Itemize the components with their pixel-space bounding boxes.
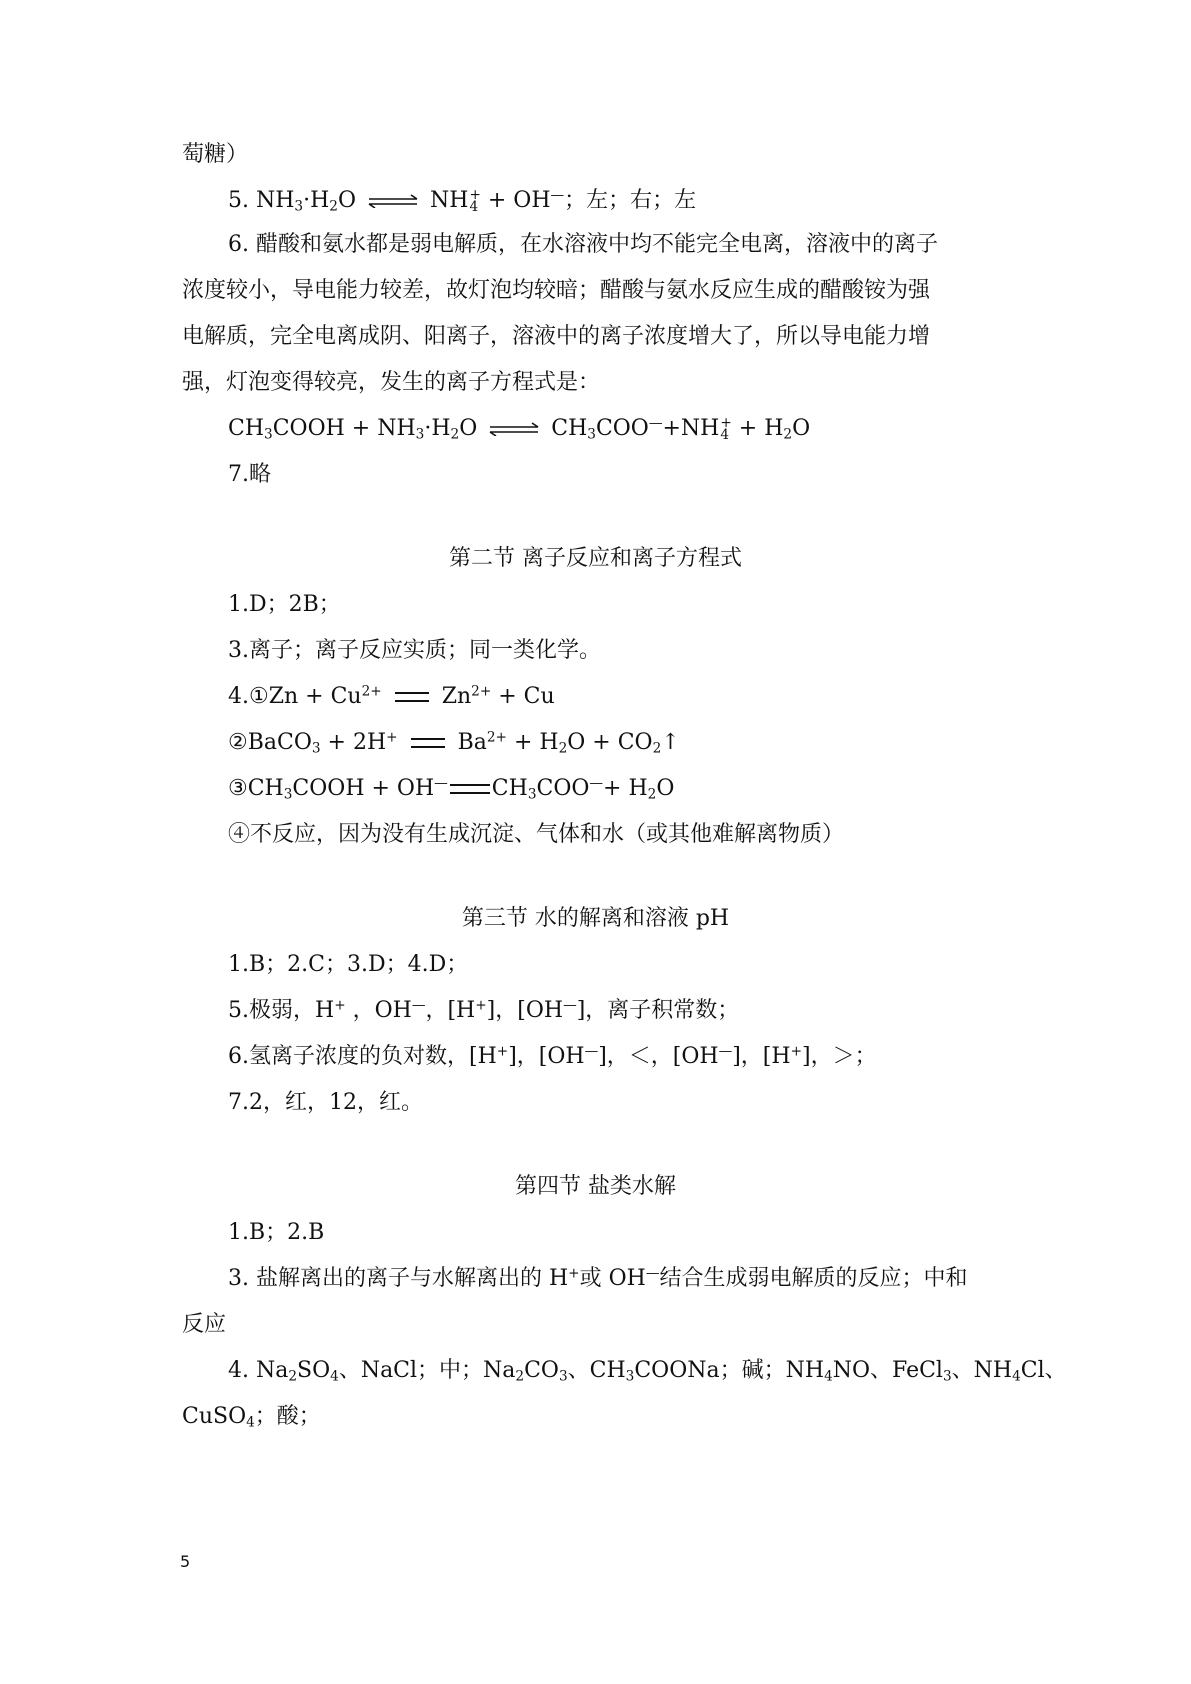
- section-heading: 第二节 离子反应和离子方程式: [449, 546, 742, 571]
- text-line: 6.氢离子浓度的负对数，[H+]，[OH—]，＜，[OH—]，[H+]，＞；: [228, 1043, 877, 1069]
- text-line: 1.B；2.C；3.D；4.D；: [228, 952, 469, 977]
- text-line: 反应: [182, 1312, 227, 1337]
- equation-line: 4.①Zn + $Cu^{2+}$ $Zn^{2+} + Cu$: [228, 683, 555, 709]
- equilibrium-arrow-icon: [488, 422, 540, 436]
- text-line: 萄糖）: [182, 142, 249, 167]
- section-heading: 第三节 水的解离和溶液 pH: [461, 906, 730, 931]
- text-line: 7.略: [228, 462, 271, 487]
- equilibrium-arrow-icon: [367, 194, 419, 208]
- text-line: CuSO$_4$；酸；: [182, 1404, 321, 1431]
- page-number: 5: [180, 1552, 191, 1571]
- text-line: 6. 醋酸和氨水都是弱电解质，在水溶液中均不能完全电离，溶液中的离子: [228, 232, 938, 257]
- section-heading: 第四节 盐类水解: [515, 1174, 676, 1199]
- equals-sign-icon: [395, 692, 429, 702]
- text-line: 5.极弱，H+ ，OH—，[H+]，[OH—]，离子积常数；: [228, 997, 740, 1023]
- text-line: ④不反应，因为没有生成沉淀、气体和水（或其他难解离物质）: [228, 822, 845, 847]
- equals-sign-icon: [411, 738, 445, 748]
- equals-sign-icon: [450, 784, 490, 794]
- text-line: 1.B；2.B: [228, 1220, 325, 1245]
- text-line: 1.D；2B；: [228, 592, 341, 617]
- equation-line: ②BaCO$_3$ + 2H+ $Ba^{2+} + H_2O$ + $CO_2↑$: [228, 729, 680, 757]
- text-line: 强，灯泡变得较亮，发生的离子方程式是：: [182, 370, 601, 395]
- text-line: 7.2，红，12，红。: [228, 1090, 423, 1115]
- text-line: 浓度较小，导电能力较差，故灯泡均较暗；醋酸与氨水反应生成的醋酸铵为强: [182, 278, 931, 303]
- text-line: 4. $Na_2SO_4$、NaCl；中；$Na_2CO_3$、$CH_3COONa$；碱；$NH_4NO$、FeCl$_3$、$NH_4Cl$、: [228, 1358, 1067, 1385]
- equation-line: $③CH_3COOH + OH^—$ $CH_3COO^—+ H_2O$: [228, 775, 675, 803]
- equation-line: $CH_3COOH + NH_3\cdot H_2O$ $CH_3COO^—+NH$ + 4 + $H_2O$: [228, 414, 811, 443]
- text-line: 3. 盐解离出的离子与水解离出的 H+或 OH—结合生成弱电解质的反应；中和: [228, 1265, 968, 1291]
- text-line: 电解质，完全电离成阴、阳离子，溶液中的离子浓度增大了，所以导电能力增: [182, 324, 931, 349]
- equation-line: 5. $NH_3\cdot H_2O$ NH + 4 + OH—；左；右；左: [228, 186, 697, 215]
- text-line: 3.离子；离子反应实质；同一类化学。: [228, 638, 601, 663]
